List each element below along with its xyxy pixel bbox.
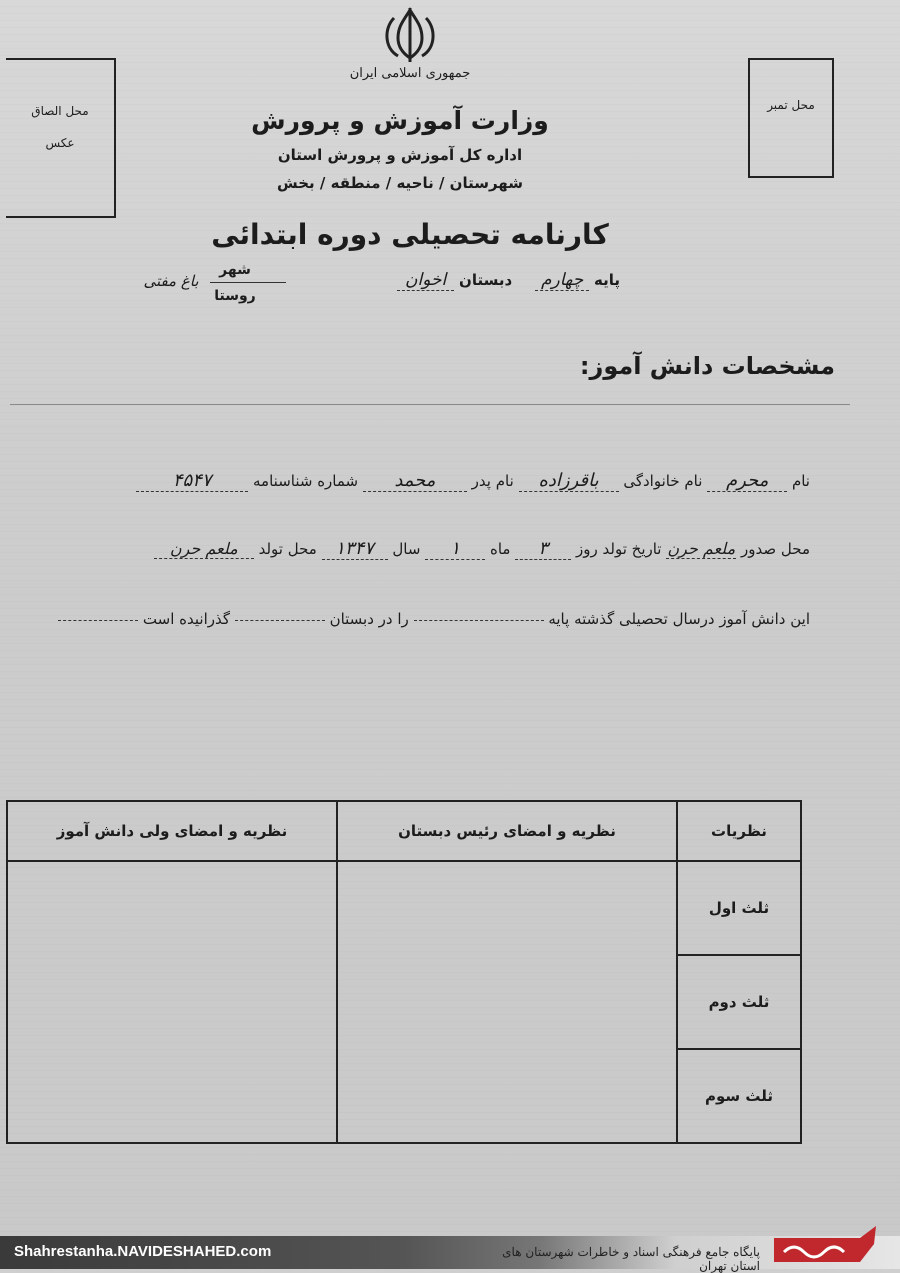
col-guardian: نظریه و امضای ولی دانش آموز <box>7 801 337 861</box>
year-label: سال <box>392 540 421 558</box>
name-value: محرم <box>707 470 787 492</box>
student-row-2 <box>10 538 810 560</box>
village-label: روستا <box>214 288 256 304</box>
student-row-3 <box>10 610 810 628</box>
school-label: دبستان <box>459 271 513 289</box>
birthplace-label: محل تولد <box>258 540 317 558</box>
student-section-title: مشخصات دانش آموز: <box>579 352 835 380</box>
birth-label: تاریخ تولد روز <box>576 540 662 558</box>
father-label: نام پدر <box>471 472 514 490</box>
footer-bar <box>0 1236 900 1273</box>
table-header-row <box>7 801 801 861</box>
id-value: ۴۵۴۷ <box>136 470 248 492</box>
issue-label: محل صدور <box>741 540 810 558</box>
photo-box-label-2: عکس <box>45 136 75 150</box>
footer-url-link[interactable]: Shahrestanha.NAVIDESHAHED.com <box>14 1243 272 1260</box>
col-principal: نظریه و امضای رئیس دبستان <box>337 801 677 861</box>
principal-cell <box>337 861 677 1143</box>
passed-text-2: را در دبستان <box>329 610 409 628</box>
grade-label: پایه <box>594 271 620 289</box>
passed-text-1: این دانش آموز درسال تحصیلی گذشته پایه <box>548 610 810 628</box>
department-title: اداره کل آموزش و پرورش استان <box>277 146 523 164</box>
stamp-box-label: محل تمبر <box>767 98 815 112</box>
photo-box <box>6 58 116 218</box>
city-divider <box>210 282 286 283</box>
term-3-label: ثلث سوم <box>677 1049 801 1143</box>
subdivision-title: شهرستان / ناحیه / منطقه / بخش <box>277 174 523 192</box>
name-label: نام <box>791 472 810 490</box>
family-label: نام خانوادگی <box>623 472 703 490</box>
ministry-title: وزارت آموزش و پرورش <box>251 106 549 135</box>
father-value: محمد <box>363 470 467 492</box>
table-row <box>7 861 801 955</box>
passed-school-blank <box>235 619 325 621</box>
city-label: شهر <box>219 262 251 278</box>
family-value: باقرزاده <box>519 470 619 492</box>
month-label: ماه <box>489 540 511 558</box>
school-value: اخوان <box>397 270 454 291</box>
id-label: شماره شناسنامه <box>253 472 359 490</box>
passed-text-3: گذرانیده است <box>142 610 230 628</box>
emblem-caption: جمهوری اسلامی ایران <box>349 66 471 81</box>
term-2-label: ثلث دوم <box>677 955 801 1049</box>
term-1-label: ثلث اول <box>677 861 801 955</box>
birthplace-value: ملعم حرن <box>154 539 254 559</box>
footer-description: پایگاه جامع فرهنگی اسناد و خاطرات شهرستان های استان تهران <box>502 1245 760 1273</box>
document-title: کارنامه تحصیلی دوره ابتدائی <box>211 218 609 251</box>
birth-month: ۱ <box>425 538 485 560</box>
navideshahed-logo-icon <box>770 1222 880 1266</box>
section-rule <box>10 404 850 405</box>
col-opinions: نظریات <box>677 801 801 861</box>
passed-tail-blank <box>58 619 138 621</box>
birth-day: ۳ <box>515 538 571 560</box>
guardian-cell <box>7 861 337 1143</box>
photo-box-label: محل الصاق <box>31 104 89 118</box>
birth-year: ۱۳۴۷ <box>322 538 388 560</box>
grade-value: چهارم <box>535 270 589 291</box>
passed-grade-blank <box>414 619 544 621</box>
stamp-box <box>748 58 834 178</box>
location-value: باغ مفتی <box>143 272 199 290</box>
student-row-1 <box>10 470 810 492</box>
opinions-table <box>6 800 802 1144</box>
iran-emblem-icon <box>374 4 446 66</box>
issue-value: ملعم حرن <box>667 539 736 558</box>
